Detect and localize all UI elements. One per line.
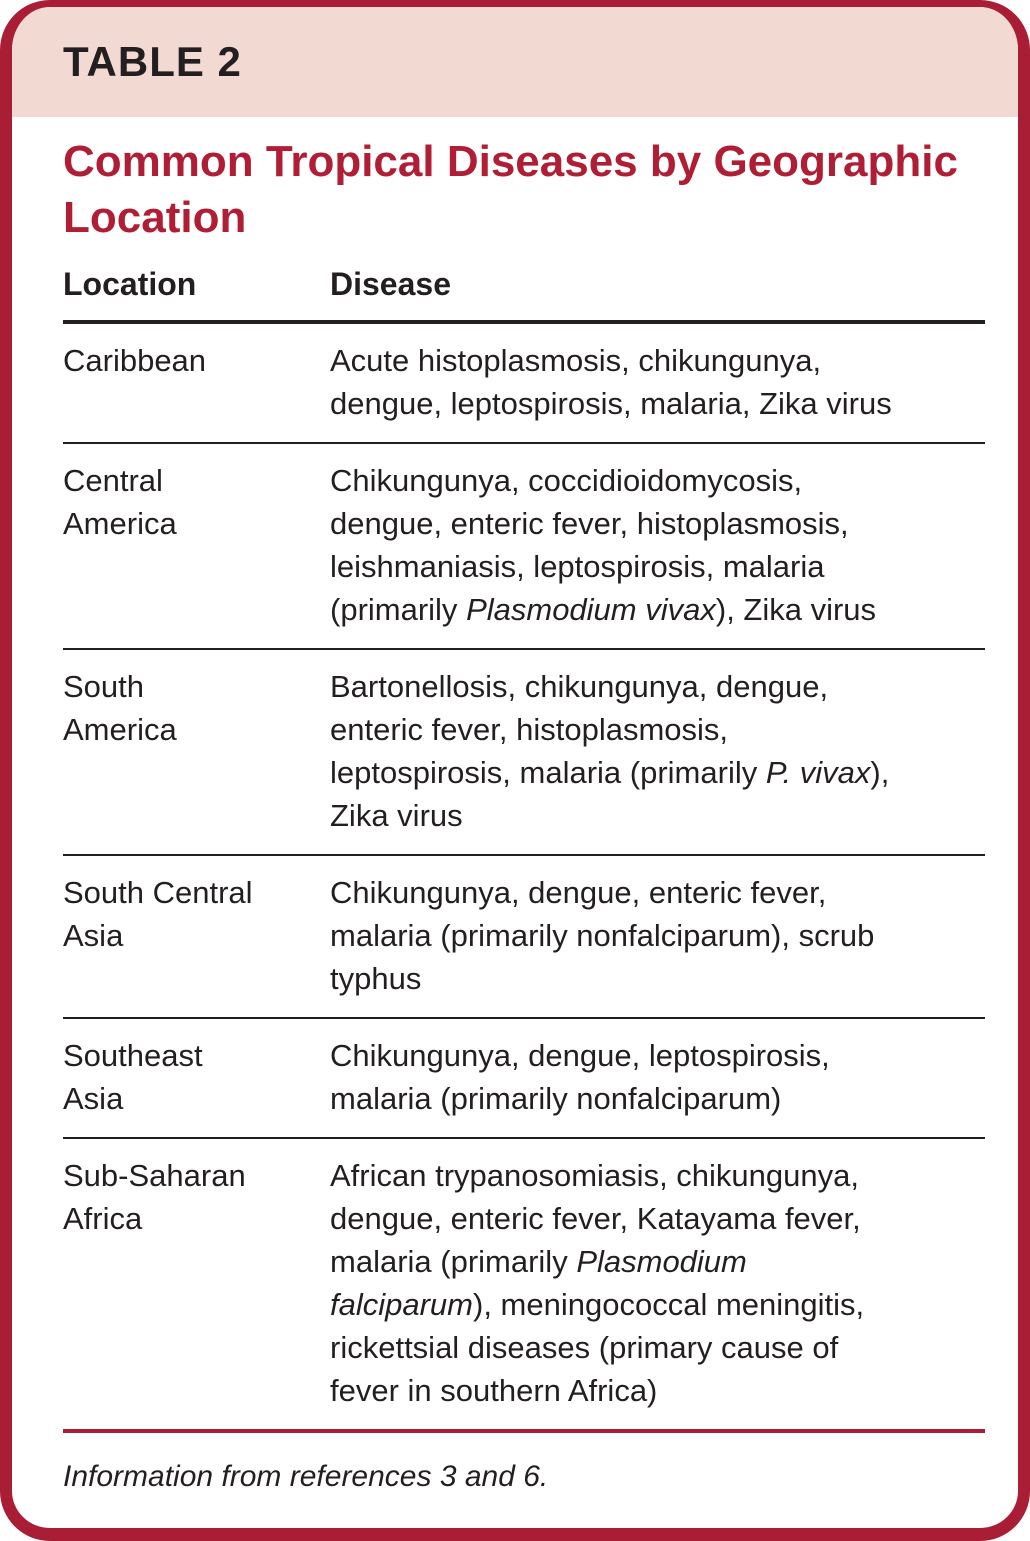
location-cell: Southeast Asia <box>63 1038 203 1116</box>
table-content <box>12 134 1018 1497</box>
disease-cell: Chikungunya, coccidioidomycosis, dengue, enteric fever, histoplasmosis, leishmaniasis, leptospirosis, malaria (primarily Plasmodium vivax), Zika virus <box>330 463 877 627</box>
disease-cell: Bartonellosis, chikungunya, dengue, enteric fever, histoplasmosis, leptospirosis, malaria (primarily P. vivax), Zika virus <box>330 669 890 833</box>
footnote: Information from references 3 and 6. <box>63 1460 549 1493</box>
disease-cell: Chikungunya, dengue, enteric fever, malaria (primarily nonfalciparum), scrub typhus <box>330 875 875 996</box>
species-name-italic: Plasmodium vivax <box>466 592 716 627</box>
disease-cell: Chikungunya, dengue, leptospirosis, malaria (primarily nonfalciparum) <box>330 1038 830 1116</box>
table-row <box>63 444 985 650</box>
table-header-row <box>63 266 985 324</box>
disease-cell: Acute histoplasmosis, chikungunya, dengue, leptospirosis, malaria, Zika virus <box>330 343 892 421</box>
location-cell: Sub-Saharan Africa <box>63 1158 246 1236</box>
column-header-location: Location <box>63 266 197 302</box>
location-cell: Caribbean <box>63 343 207 378</box>
table-row <box>63 650 985 856</box>
table-body <box>63 324 985 1429</box>
location-cell: South America <box>63 669 177 747</box>
location-cell: Central America <box>63 463 177 541</box>
table-row <box>63 856 985 1019</box>
species-name-italic: Plasmodium falciparum <box>330 1244 747 1322</box>
table-label-band <box>12 7 1018 117</box>
column-header-disease: Disease <box>330 266 451 302</box>
table-row <box>63 1019 985 1139</box>
table-label: TABLE 2 <box>63 38 242 85</box>
footnote-divider <box>63 1429 985 1433</box>
table-row <box>63 1139 985 1429</box>
species-name-italic: P. vivax <box>765 755 871 790</box>
table-row <box>63 324 985 444</box>
table-title: Common Tropical Diseases by Geographic Location <box>63 137 958 242</box>
disease-cell: African trypanosomiasis, chikungunya, dengue, enteric fever, Katayama fever, malaria (primarily Plasmodium falciparum), meningococcal meningitis, rickettsial diseases (primary cause of fever in southern Africa) <box>330 1158 865 1408</box>
location-cell: South Central Asia <box>63 875 253 953</box>
